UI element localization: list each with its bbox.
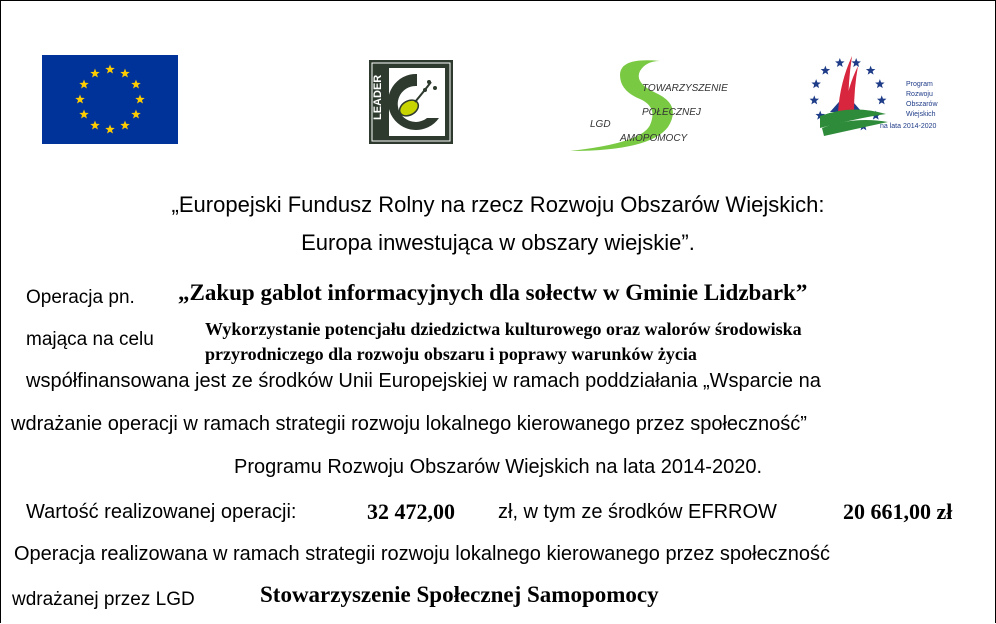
prow-logo-line4: Wiejskich bbox=[906, 111, 936, 118]
leader-logo-text: LEADER bbox=[372, 74, 384, 120]
value-middle: zł, w tym ze środków EFRROW bbox=[498, 501, 777, 523]
cofinancing-line2: wdrażanie operacji w ramach strategii rozwoju lokalnego kierowanego przez społeczność” bbox=[11, 413, 807, 435]
operation-name: „Zakup gablot informacyjnych dla sołectw w Gminie Lidzbark” bbox=[178, 280, 808, 305]
prow-star-icon bbox=[835, 58, 845, 67]
prow-logo-line2: Rozwoju bbox=[906, 91, 933, 98]
heading-line1: „Europejski Fundusz Rolny na rzecz Rozwoju Obszarów Wiejskich: bbox=[171, 192, 825, 217]
prow-star-icon bbox=[877, 95, 887, 104]
prow-logo bbox=[808, 52, 958, 138]
lgd-logo-line2: POŁECZNEJ bbox=[642, 107, 701, 118]
prow-star-icon bbox=[811, 79, 821, 88]
heading-line2: Europa inwestująca w obszary wiejskie”. bbox=[301, 230, 695, 255]
prow-star-icon bbox=[875, 79, 885, 88]
value-efrrow: 20 661,00 zł bbox=[843, 499, 953, 524]
strategy-label: wdrażanej przez LGD bbox=[12, 589, 195, 610]
goal-line2: przyrodniczego dla rozwoju obszaru i poprawy warunków życia bbox=[205, 344, 697, 364]
cofinancing-line3: Programu Rozwoju Obszarów Wiejskich na lata 2014-2020. bbox=[233, 456, 763, 478]
leader-logo bbox=[369, 60, 453, 144]
prow-star-icon bbox=[821, 66, 831, 75]
prow-star-icon bbox=[866, 66, 876, 75]
lgd-logo-prefix: LGD bbox=[590, 119, 611, 130]
prow-logo-line3: Obszarów bbox=[906, 101, 938, 108]
eu-flag-logo bbox=[42, 55, 178, 144]
prow-star-icon bbox=[810, 95, 820, 104]
goal-line1: Wykorzystanie potencjału dziedzictwa kulturowego oraz walorów środowiska bbox=[205, 319, 802, 339]
prow-logo-line5: na lata 2014-2020 bbox=[880, 123, 937, 130]
prow-logo-line1: Program bbox=[906, 81, 933, 88]
value-amount: 32 472,00 bbox=[367, 499, 455, 524]
cofinancing-line1: współfinansowana jest ze środków Unii Europejskiej w ramach poddziałania „Wsparcie na bbox=[26, 370, 821, 392]
operation-label: Operacja pn. bbox=[26, 287, 135, 308]
prow-star-icon bbox=[851, 58, 861, 67]
lgd-logo-line3: AMOPOMOCY bbox=[620, 133, 688, 144]
strategy-line1: Operacja realizowana w ramach strategii rozwoju lokalnego kierowanego przez społeczność bbox=[14, 543, 830, 565]
lgd-logo-line1: TOWARZYSZENIE bbox=[642, 83, 728, 94]
strategy-lgd-name: Stowarzyszenie Społecznej Samopomocy bbox=[260, 582, 659, 607]
goal-label: mająca na celu bbox=[26, 329, 154, 350]
value-label: Wartość realizowanej operacji: bbox=[26, 501, 297, 523]
lgd-logo bbox=[560, 55, 730, 155]
